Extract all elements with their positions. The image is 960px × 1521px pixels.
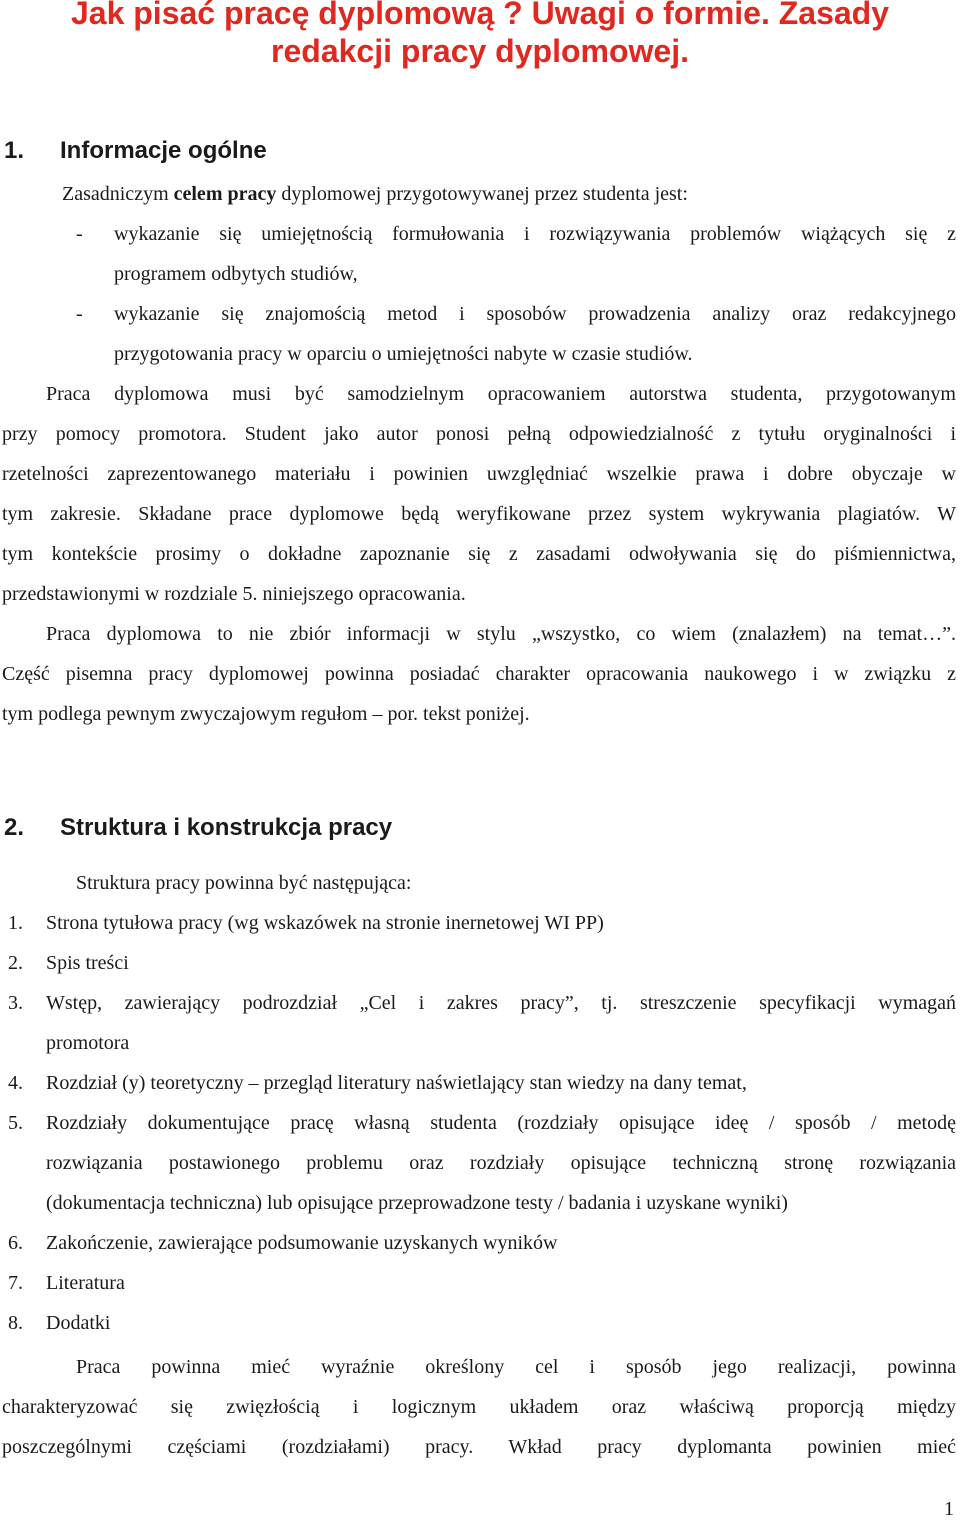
bullet-2-line-1: wykazanie się znajomością metod i sposobów prowadzenia analizy oraz redakcyjnego: [114, 303, 956, 325]
intro-text-start: Zasadniczym: [62, 183, 174, 205]
list-item-6-number: 6.: [8, 1232, 23, 1254]
section-2-heading: [4, 813, 392, 843]
paragraph-1-line-1: Praca dyplomowa musi być samodzielnym opracowaniem autorstwa studenta, przygotowanym: [46, 383, 956, 405]
page-number: 1: [944, 1498, 954, 1520]
list-item-8-number: 8.: [8, 1312, 23, 1334]
list-item-5-line-2: rozwiązania postawionego problemu oraz rozdziały opisujące techniczną stronę rozwiązania: [46, 1152, 956, 1174]
section-2-number: 2.: [4, 814, 25, 841]
list-item-2: Spis treści: [46, 952, 129, 974]
list-item-1: Strona tytułowa pracy (wg wskazówek na stronie inernetowej WI PP): [46, 912, 604, 934]
list-item-1-number: 1.: [8, 912, 23, 934]
section-1-number: 1.: [4, 137, 25, 164]
bullet-1-line-1: wykazanie się umiejętnością formułowania i rozwiązywania problemów wiążących się z: [114, 223, 956, 245]
list-item-5-line-1: Rozdziały dokumentujące pracę własną studenta (rozdziały opisujące ideę / sposób / metodę: [46, 1112, 956, 1134]
bullet-1-line-2: programem odbytych studiów,: [114, 263, 358, 285]
list-item-6: Zakończenie, zawierające podsumowanie uzyskanych wyników: [46, 1232, 558, 1254]
list-item-2-number: 2.: [8, 952, 23, 974]
bullet-1-marker: -: [76, 223, 83, 245]
paragraph-2-line-2: Część pisemna pracy dyplomowej powinna posiadać charakter opracowania naukowego i w związku z: [2, 663, 956, 685]
list-item-3-line-2: promotora: [46, 1032, 130, 1054]
list-item-3-line-1: Wstęp, zawierający podrozdział „Cel i zakres pracy”, tj. streszczenie specyfikacji wymagań: [46, 992, 956, 1014]
paragraph-1-line-4: tym zakresie. Składane prace dyplomowe będą weryfikowane przez system wykrywania plagiatów. W: [2, 503, 956, 525]
paragraph-3-line-2: charakteryzować się zwięzłością i logicznym układem oraz właściwą proporcją między: [2, 1396, 956, 1418]
list-item-4-number: 4.: [8, 1072, 23, 1094]
intro-emphasis: celem pracy: [173, 183, 277, 205]
list-item-7: Literatura: [46, 1272, 125, 1294]
list-item-8: Dodatki: [46, 1312, 111, 1334]
list-item-7-number: 7.: [8, 1272, 23, 1294]
paragraph-3-line-1: Praca powinna mieć wyraźnie określony cel i sposób jego realizacji, powinna: [76, 1356, 956, 1378]
section-1-intro: [62, 182, 688, 206]
paragraph-3-line-3: poszczególnymi częściami (rozdziałami) pracy. Wkład pracy dyplomanta powinien mieć: [2, 1436, 956, 1458]
paragraph-1-line-3: rzetelności zaprezentowanego materiału i powinien uwzględniać wszelkie prawa i dobre obyczaje w: [2, 463, 956, 485]
paragraph-1-line-5: tym kontekście prosimy o dokładne zapoznanie się z zasadami odwoływania się do piśmiennictwa,: [2, 543, 956, 565]
paragraph-1-line-2: przy pomocy promotora. Student jako autor ponosi pełną odpowiedzialność z tytułu oryginalności i: [2, 423, 956, 445]
bullet-2-line-2: przygotowania pracy w oparciu o umiejętności nabyte w czasie studiów.: [114, 343, 693, 365]
paragraph-2-line-3: tym podlega pewnym zwyczajowym regułom – por. tekst poniżej.: [2, 703, 530, 725]
section-2-intro: Struktura pracy powinna być następująca:: [76, 872, 412, 894]
intro-text-end: dyplomowej przygotowywanej przez studenta jest:: [276, 183, 688, 205]
paragraph-1-line-6: przedstawionymi w rozdziale 5. niniejszego opracowania.: [2, 583, 466, 605]
list-item-3-number: 3.: [8, 992, 23, 1014]
title-line-1: Jak pisać pracę dyplomową ? Uwagi o formie. Zasady: [70, 0, 890, 31]
paragraph-2-line-1: Praca dyplomowa to nie zbiór informacji w stylu „wszystko, co wiem (znalazłem) na temat…”.: [46, 623, 956, 645]
section-2-title: Struktura i konstrukcja pracy: [60, 814, 393, 841]
section-1-title: Informacje ogólne: [60, 137, 267, 164]
document-title: [0, 0, 960, 70]
title-line-2: redakcji pracy dyplomowej.: [271, 33, 689, 69]
list-item-5-number: 5.: [8, 1112, 23, 1134]
list-item-5-line-3: (dokumentacja techniczna) lub opisujące przeprowadzone testy / badania i uzyskane wyniki): [46, 1192, 788, 1214]
section-1-heading: [4, 136, 267, 166]
bullet-2-marker: -: [76, 303, 83, 325]
list-item-4: Rozdział (y) teoretyczny – przegląd literatury naświetlający stan wiedzy na dany temat,: [46, 1072, 747, 1094]
